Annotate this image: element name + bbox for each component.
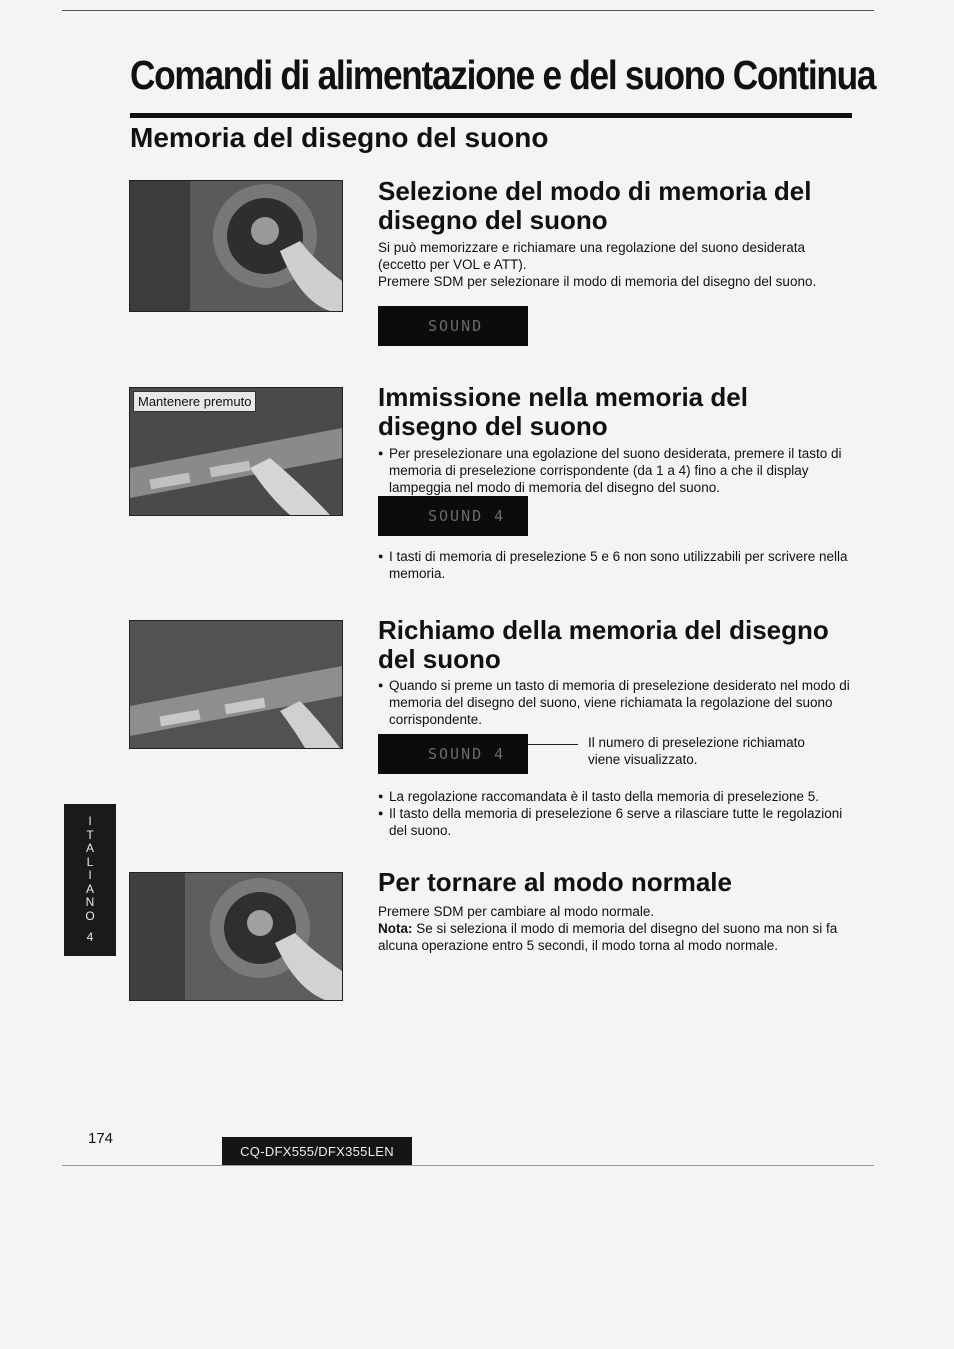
subtitle-immissione: Immissione nella memoria del disegno del suono xyxy=(378,382,748,441)
paragraph: Premere SDM per selezionare il modo di memoria del disegno del suono. xyxy=(378,274,817,289)
note-text: Se si seleziona il modo di memoria del disegno del suono ma non si fa alcuna operazione entro 5 secondi, il modo torna al modo normale. xyxy=(378,921,838,953)
side-tab-letter: A xyxy=(85,841,94,856)
lcd-display: SOUND xyxy=(378,306,528,346)
callout-text: Il numero di preselezione richiamato viene visualizzato. xyxy=(588,735,805,767)
callout-line xyxy=(528,744,578,745)
language-side-tab xyxy=(64,804,116,956)
bullet-item: ● I tasti di memoria di preselezione 5 e 6 non sono utilizzabili per scrivere nella memoria. xyxy=(378,548,851,582)
lcd-display: SOUND 4 xyxy=(378,496,528,536)
bullet-item: ● Quando si preme un tasto di memoria di preselezione desiderato nel modo di memoria del disegno del suono, viene richiamata la regolazione del suono corrispondente. xyxy=(378,677,851,728)
subtitle-normale: Per tornare al modo normale xyxy=(378,867,732,897)
lcd-display: SOUND 4 xyxy=(378,734,528,774)
side-tab-letter: O xyxy=(85,908,95,923)
sdm-knob-normal-illustration xyxy=(130,873,342,1000)
top-rule xyxy=(62,10,874,11)
side-tab-number: 4 xyxy=(86,930,94,945)
model-label: CQ-DFX555/DFX355LEN xyxy=(222,1137,412,1165)
bullet-item: ● Per preselezionare una egolazione del suono desiderata, premere il tasto di memoria di preselezione corrispondente (da 1 a 4) fino a che il display lampeggia nel modo di memoria del disegno del suono. xyxy=(378,445,851,496)
side-tab-letter: A xyxy=(85,881,94,896)
subtitle-selezione: Selezione del modo di memoria del disegno del suono xyxy=(378,176,812,235)
bullet-item: ● La regolazione raccomandata è il tasto della memoria di preselezione 5. xyxy=(378,788,851,805)
side-tab-letter: L xyxy=(86,854,94,869)
section-title: Memoria del disegno del suono xyxy=(130,122,549,153)
side-tab-letter: I xyxy=(88,814,92,829)
sdm-knob-illustration xyxy=(130,181,342,311)
bullet-item: ● Il tasto della memoria di preselezione 6 serve a rilasciare tutte le regolazioni del suono. xyxy=(378,805,851,839)
paragraph: Premere SDM per cambiare al modo normale. xyxy=(378,904,655,919)
title-rule xyxy=(130,113,852,118)
bottom-rule xyxy=(62,1165,874,1166)
side-tab-letter: T xyxy=(86,827,94,842)
photo-preset-recall xyxy=(129,620,343,749)
side-tab-letter: N xyxy=(85,895,95,910)
paragraph: Si può memorizzare e richiamare una regolazione del suono desiderata (eccetto per VOL e ATT). xyxy=(378,240,805,272)
photo-sdm-knob-normal xyxy=(129,872,343,1001)
note-label: Nota: xyxy=(378,921,413,936)
page-title: Comandi di alimentazione e del suono Continua xyxy=(130,52,876,98)
note-paragraph xyxy=(378,920,854,954)
subtitle-richiamo: Richiamo della memoria del disegno del suono xyxy=(378,615,829,674)
page-number: 174 xyxy=(88,1130,114,1147)
photo-sdm-knob xyxy=(129,180,343,312)
hold-label: Mantenere premuto xyxy=(133,391,256,412)
side-tab-letter: I xyxy=(88,868,92,883)
preset-recall-illustration xyxy=(130,621,342,748)
